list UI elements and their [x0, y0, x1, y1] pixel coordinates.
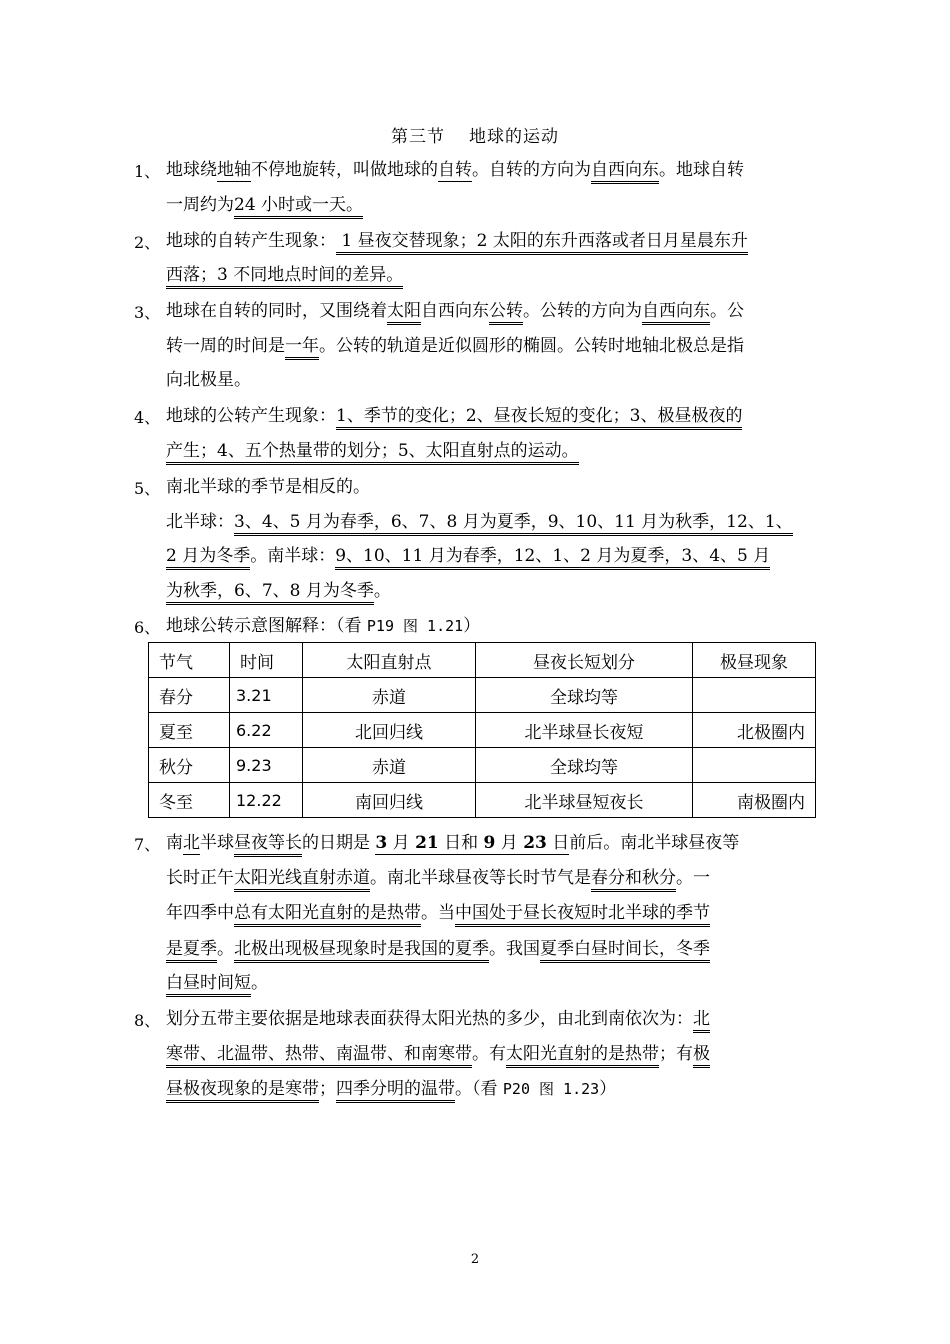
item-8-line-3: 昼极夜现象的是寒带；四季分明的温带。（看 P20 图 1.23）: [166, 1078, 616, 1100]
table-header-cell: 太阳直射点: [303, 643, 476, 678]
item-7-line-2: 长时正午太阳光线直射赤道。南北半球昼夜等长时节气是春分和秋分。一: [166, 867, 710, 889]
item-4-line-2: 产生；4、五个热量带的划分；5、太阳直射点的运动。: [166, 440, 579, 462]
item-4-line-1: 地球的公转产生现象：1、季节的变化；2、昼夜长短的变化；3、极昼极夜的: [166, 405, 742, 427]
table-cell: 全球均等: [476, 748, 693, 783]
table-cell: 6.22: [230, 713, 303, 748]
table-header-cell: 极昼现象: [693, 643, 816, 678]
item-8-line-2: 寒带、北温带、热带、南温带、和南寒带。有太阳光直射的是热带；有极: [166, 1043, 710, 1065]
table-cell: 夏至: [149, 713, 230, 748]
table-cell: 冬至: [149, 783, 230, 818]
section-number: 第三节: [391, 127, 445, 147]
item-3-line-2: 转一周的时间是一年。公转的轨道是近似圆形的椭圆。公转时地轴北极总是指: [166, 335, 744, 357]
item-3-line-1: 地球在自转的同时，又围绕着太阳自西向东公转。公转的方向为自西向东。公: [166, 300, 744, 322]
item-7-line-5: 白昼时间短。: [166, 972, 268, 994]
table-row: [149, 713, 816, 748]
item-number: 3、: [134, 303, 161, 322]
item-3-line-3: 向北极星。: [166, 370, 251, 390]
table-cell: 12.22: [230, 783, 303, 818]
section-title: [0, 122, 950, 147]
table-cell: 秋分: [149, 748, 230, 783]
table-cell: 全球均等: [476, 678, 693, 713]
table-row: [149, 678, 816, 713]
item-5-line-1: 南北半球的季节是相反的。: [166, 477, 370, 497]
item-7-line-1: 南北半球昼夜等长的日期是 3 月 21 日和 9 月 23 日前后。南北半球昼夜等: [166, 832, 739, 854]
table-row: [149, 783, 816, 818]
item-7-line-3: 年四季中总有太阳光直射的是热带。当中国处于昼长夜短时北半球的季节: [166, 902, 710, 924]
table-cell: [693, 678, 816, 713]
item-number: 2、: [134, 233, 161, 252]
table-row: [149, 748, 816, 783]
item-2-line-1: 地球的自转产生现象： 1 昼夜交替现象；2 太阳的东升西落或者日月星晨东升: [166, 230, 748, 252]
page-number: 2: [470, 1252, 480, 1267]
table-cell: 赤道: [303, 748, 476, 783]
table-cell: 9.23: [230, 748, 303, 783]
table-cell: 春分: [149, 678, 230, 713]
item-2-line-2: 西落；3 不同地点时间的差异。: [166, 264, 403, 286]
table-cell: 赤道: [303, 678, 476, 713]
table-cell: 3.21: [230, 678, 303, 713]
table-cell: 北半球昼长夜短: [476, 713, 693, 748]
item-5-line-4: 为秋季，6、7、8 月为冬季。: [166, 580, 391, 602]
section-topic: 地球的运动: [469, 127, 559, 147]
item-number: 8、: [134, 1011, 161, 1030]
seasons-table: [148, 642, 816, 818]
table-cell: [693, 748, 816, 783]
table-cell: 南回归线: [303, 783, 476, 818]
table-header-cell: 昼夜长短划分: [476, 643, 693, 678]
table-cell: 北回归线: [303, 713, 476, 748]
item-1-line-2: 一周约为24 小时或一天。: [166, 194, 363, 216]
item-number: 4、: [134, 408, 161, 427]
item-5-line-2: 北半球：3、4、5 月为春季，6、7、8 月为夏季，9、10、11 月为秋季，12、1、: [166, 511, 793, 533]
table-header-cell: 节气: [149, 643, 230, 678]
item-number: 6、: [134, 618, 161, 637]
table-cell: 北半球昼短夜长: [476, 783, 693, 818]
item-number: 1、: [134, 162, 161, 181]
item-1-line-1: 地球绕地轴不停地旋转，叫做地球的自转。自转的方向为自西向东。地球自转: [166, 159, 744, 181]
table-header-cell: 时间: [230, 643, 303, 678]
table-header-row: [149, 643, 816, 678]
table-cell: 北极圈内: [693, 713, 816, 748]
item-8-line-1: 划分五带主要依据是地球表面获得太阳光热的多少，由北到南依次为：北: [166, 1008, 710, 1030]
table-cell: 南极圈内: [693, 783, 816, 818]
item-number: 5、: [134, 479, 161, 498]
item-5-line-3: 2 月为冬季。南半球：9、10、11 月为春季，12、1、2 月为夏季，3、4、5 月: [166, 545, 770, 567]
item-6-line-1: 地球公转示意图解释：（看 P19 图 1.21）: [166, 616, 481, 636]
item-7-line-4: 是夏季。北极出现极昼现象时是我国的夏季。我国夏季白昼时间长，冬季: [166, 938, 710, 960]
item-number: 7、: [134, 835, 161, 854]
